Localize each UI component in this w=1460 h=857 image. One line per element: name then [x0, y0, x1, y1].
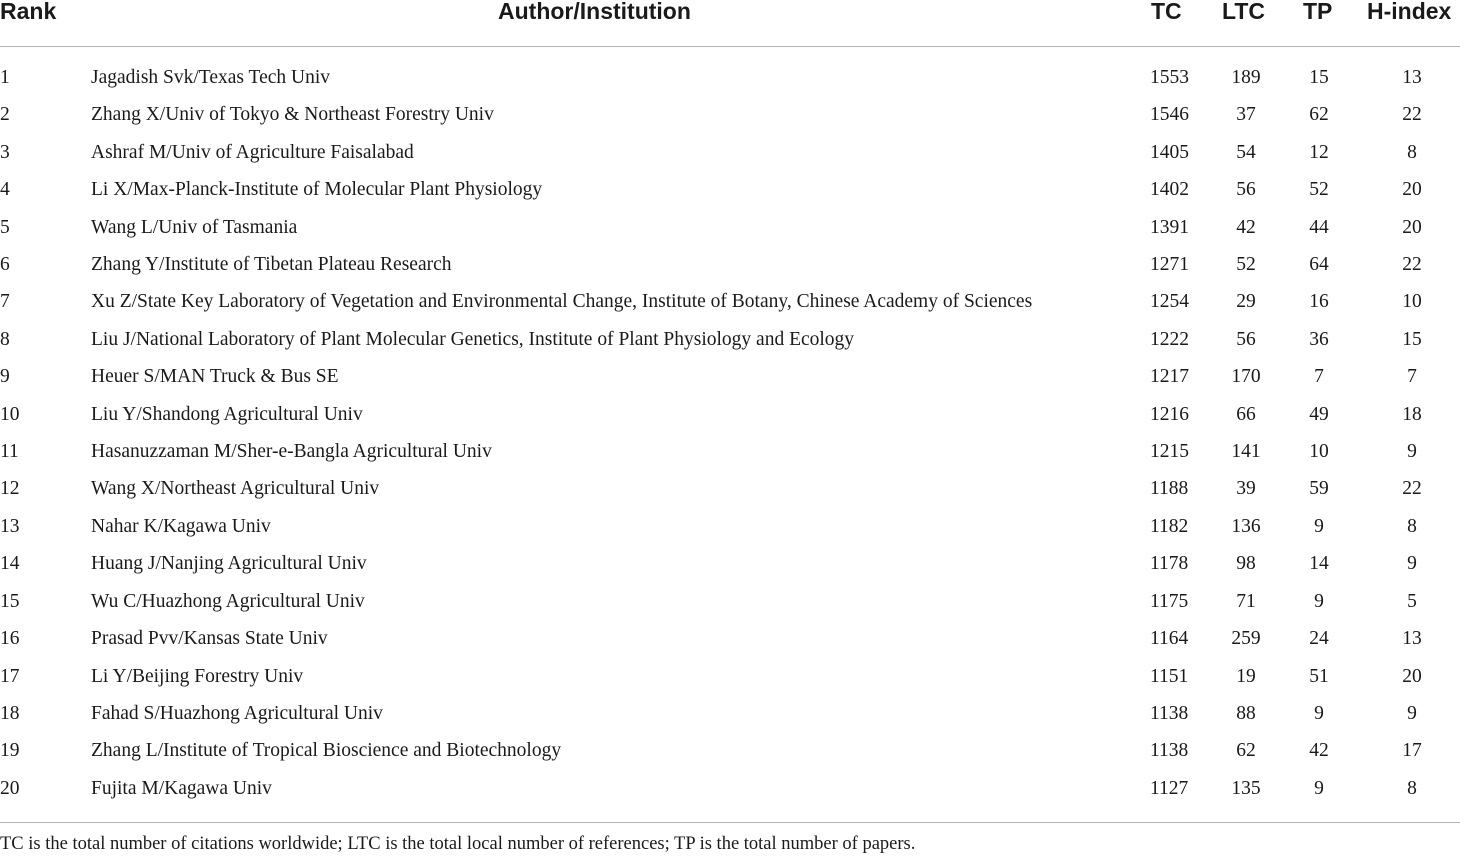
tp-cell: 15	[1309, 67, 1329, 88]
author-institution-cell: Ashraf M/Univ of Agriculture Faisalabad	[91, 141, 414, 163]
rank-cell: 8	[0, 328, 10, 350]
tc-cell: 1222	[1150, 328, 1189, 350]
rank-cell: 18	[0, 702, 20, 724]
tp-cell: 9	[1314, 777, 1324, 799]
h-index-cell: 9	[1407, 702, 1417, 724]
h-index-cell: 18	[1402, 403, 1422, 425]
author-institution-cell: Liu J/National Laboratory of Plant Molecular Genetics, Institute of Plant Physiology and Ecology	[91, 328, 855, 350]
author-institution-cell: Li X/Max-Planck-Institute of Molecular Plant Physiology	[91, 179, 543, 201]
table-header-row	[0, 0, 1460, 47]
header-tp: TP	[1303, 0, 1333, 24]
table-row	[0, 247, 1460, 284]
ltc-cell: 39	[1236, 478, 1256, 500]
tp-cell: 51	[1309, 665, 1329, 687]
ltc-cell: 141	[1231, 441, 1261, 463]
header-author-institution: Author/Institution	[498, 0, 691, 24]
tp-cell: 42	[1309, 740, 1329, 762]
table-row	[0, 210, 1460, 247]
table-row	[0, 471, 1460, 508]
tp-cell: 9	[1314, 590, 1324, 612]
tc-cell: 1138	[1150, 702, 1189, 724]
table-row	[0, 97, 1460, 134]
tp-cell: 7	[1314, 366, 1324, 388]
rank-cell: 6	[0, 254, 10, 276]
h-index-cell: 20	[1402, 665, 1422, 687]
tc-cell: 1271	[1150, 254, 1189, 276]
author-institution-cell: Jagadish Svk/Texas Tech Univ	[91, 67, 330, 88]
h-index-cell: 17	[1402, 740, 1422, 762]
table-row	[0, 621, 1460, 658]
author-institution-cell: Zhang Y/Institute of Tibetan Plateau Research	[91, 254, 452, 276]
h-index-cell: 10	[1402, 291, 1422, 313]
table-row	[0, 771, 1460, 808]
tp-cell: 64	[1309, 254, 1329, 276]
tp-cell: 49	[1309, 403, 1329, 425]
author-institution-cell: Prasad Pvv/Kansas State Univ	[91, 628, 328, 650]
tc-cell: 1217	[1150, 366, 1189, 388]
table-body	[0, 60, 1460, 808]
tp-cell: 14	[1309, 553, 1329, 575]
ltc-cell: 62	[1236, 740, 1256, 762]
ltc-cell: 37	[1236, 104, 1256, 126]
tc-cell: 1182	[1150, 515, 1189, 537]
ltc-cell: 54	[1236, 141, 1256, 163]
h-index-cell: 9	[1407, 553, 1417, 575]
ltc-cell: 88	[1236, 702, 1256, 724]
rank-cell: 17	[0, 665, 20, 687]
rank-cell: 14	[0, 553, 20, 575]
tp-cell: 12	[1309, 141, 1329, 163]
rank-cell: 5	[0, 216, 10, 238]
tc-cell: 1546	[1150, 104, 1189, 126]
table-bottom-rule	[0, 822, 1460, 823]
author-institution-cell: Fahad S/Huazhong Agricultural Univ	[91, 702, 383, 724]
h-index-cell: 9	[1407, 441, 1417, 463]
h-index-cell: 13	[1402, 628, 1422, 650]
table-row	[0, 397, 1460, 434]
author-institution-cell: Heuer S/MAN Truck & Bus SE	[91, 366, 339, 388]
tc-cell: 1391	[1150, 216, 1189, 238]
rank-cell: 10	[0, 403, 20, 425]
ltc-cell: 42	[1236, 216, 1256, 238]
tp-cell: 10	[1309, 441, 1329, 463]
table-row	[0, 135, 1460, 172]
ltc-cell: 136	[1231, 515, 1261, 537]
h-index-cell: 20	[1402, 216, 1422, 238]
tp-cell: 9	[1314, 515, 1324, 537]
table-row	[0, 434, 1460, 471]
tc-cell: 1402	[1150, 179, 1189, 201]
ltc-cell: 29	[1236, 291, 1256, 313]
ltc-cell: 66	[1236, 403, 1256, 425]
table-row	[0, 733, 1460, 770]
table-row	[0, 546, 1460, 583]
tp-cell: 59	[1309, 478, 1329, 500]
h-index-cell: 5	[1407, 590, 1417, 612]
tc-cell: 1216	[1150, 403, 1189, 425]
ltc-cell: 98	[1236, 553, 1256, 575]
table-row	[0, 696, 1460, 733]
tc-cell: 1178	[1150, 553, 1189, 575]
tc-cell: 1138	[1150, 740, 1189, 762]
tp-cell: 9	[1314, 702, 1324, 724]
author-institution-cell: Zhang X/Univ of Tokyo & Northeast Forestry Univ	[91, 104, 494, 126]
rank-cell: 4	[0, 179, 10, 201]
author-institution-cell: Hasanuzzaman M/Sher-e-Bangla Agricultural Univ	[91, 441, 492, 463]
author-institution-cell: Xu Z/State Key Laboratory of Vegetation and Environmental Change, Institute of Botany, Chinese Academy of Sciences	[91, 291, 1033, 313]
author-institution-cell: Nahar K/Kagawa Univ	[91, 515, 271, 537]
table-row	[0, 284, 1460, 321]
h-index-cell: 8	[1407, 777, 1417, 799]
table-row	[0, 172, 1460, 209]
tp-cell: 16	[1309, 291, 1329, 313]
tp-cell: 24	[1309, 628, 1329, 650]
ltc-cell: 189	[1231, 67, 1261, 88]
author-institution-cell: Wu C/Huazhong Agricultural Univ	[91, 590, 365, 612]
rank-cell: 12	[0, 478, 20, 500]
header-ltc: LTC	[1222, 0, 1266, 24]
tc-cell: 1151	[1150, 665, 1189, 687]
table-row	[0, 60, 1460, 97]
rank-cell: 20	[0, 777, 20, 799]
table-row	[0, 584, 1460, 621]
h-index-cell: 8	[1407, 141, 1417, 163]
tc-cell: 1127	[1150, 777, 1189, 799]
h-index-cell: 7	[1407, 366, 1417, 388]
tc-cell: 1215	[1150, 441, 1189, 463]
header-tc: TC	[1151, 0, 1182, 24]
table-row	[0, 359, 1460, 396]
author-institution-cell: Liu Y/Shandong Agricultural Univ	[91, 403, 363, 425]
tp-cell: 44	[1309, 216, 1329, 238]
h-index-cell: 20	[1402, 179, 1422, 201]
tc-cell: 1164	[1150, 628, 1189, 650]
ltc-cell: 52	[1236, 254, 1256, 276]
header-rank: Rank	[0, 0, 57, 24]
tc-cell: 1254	[1150, 291, 1189, 313]
rank-cell: 7	[0, 291, 10, 313]
h-index-cell: 13	[1402, 67, 1422, 88]
tc-cell: 1405	[1150, 141, 1189, 163]
h-index-cell: 22	[1402, 478, 1422, 500]
ltc-cell: 56	[1236, 328, 1256, 350]
rank-cell: 2	[0, 104, 10, 126]
rank-cell: 1	[0, 67, 10, 88]
author-institution-cell: Wang L/Univ of Tasmania	[91, 216, 298, 238]
header-h-index: H-index	[1367, 0, 1452, 24]
rank-cell: 19	[0, 740, 20, 762]
ltc-cell: 71	[1236, 590, 1256, 612]
author-institution-cell: Fujita M/Kagawa Univ	[91, 777, 272, 799]
ltc-cell: 259	[1231, 628, 1261, 650]
table-row	[0, 659, 1460, 696]
tc-cell: 1188	[1150, 478, 1189, 500]
tp-cell: 36	[1309, 328, 1329, 350]
table-row	[0, 509, 1460, 546]
author-institution-cell: Huang J/Nanjing Agricultural Univ	[91, 553, 367, 575]
ltc-cell: 56	[1236, 179, 1256, 201]
ltc-cell: 170	[1231, 366, 1261, 388]
author-institution-cell: Zhang L/Institute of Tropical Bioscience and Biotechnology	[91, 740, 562, 762]
h-index-cell: 8	[1407, 515, 1417, 537]
ltc-cell: 135	[1231, 777, 1261, 799]
rank-cell: 9	[0, 366, 10, 388]
rank-cell: 13	[0, 515, 20, 537]
table-footnote: TC is the total number of citations worldwide; LTC is the total local number of references; TP is the total number of papers.	[0, 834, 916, 854]
ltc-cell: 19	[1236, 665, 1256, 687]
h-index-cell: 15	[1402, 328, 1422, 350]
author-institution-cell: Wang X/Northeast Agricultural Univ	[91, 478, 380, 500]
rank-cell: 16	[0, 628, 20, 650]
tp-cell: 62	[1309, 104, 1329, 126]
tc-cell: 1175	[1150, 590, 1189, 612]
table-row	[0, 322, 1460, 359]
rank-cell: 11	[0, 441, 19, 463]
rank-cell: 15	[0, 590, 20, 612]
tp-cell: 52	[1309, 179, 1329, 201]
tc-cell: 1553	[1150, 67, 1189, 88]
h-index-cell: 22	[1402, 104, 1422, 126]
rank-cell: 3	[0, 141, 10, 163]
author-institution-cell: Li Y/Beijing Forestry Univ	[91, 665, 304, 687]
h-index-cell: 22	[1402, 254, 1422, 276]
